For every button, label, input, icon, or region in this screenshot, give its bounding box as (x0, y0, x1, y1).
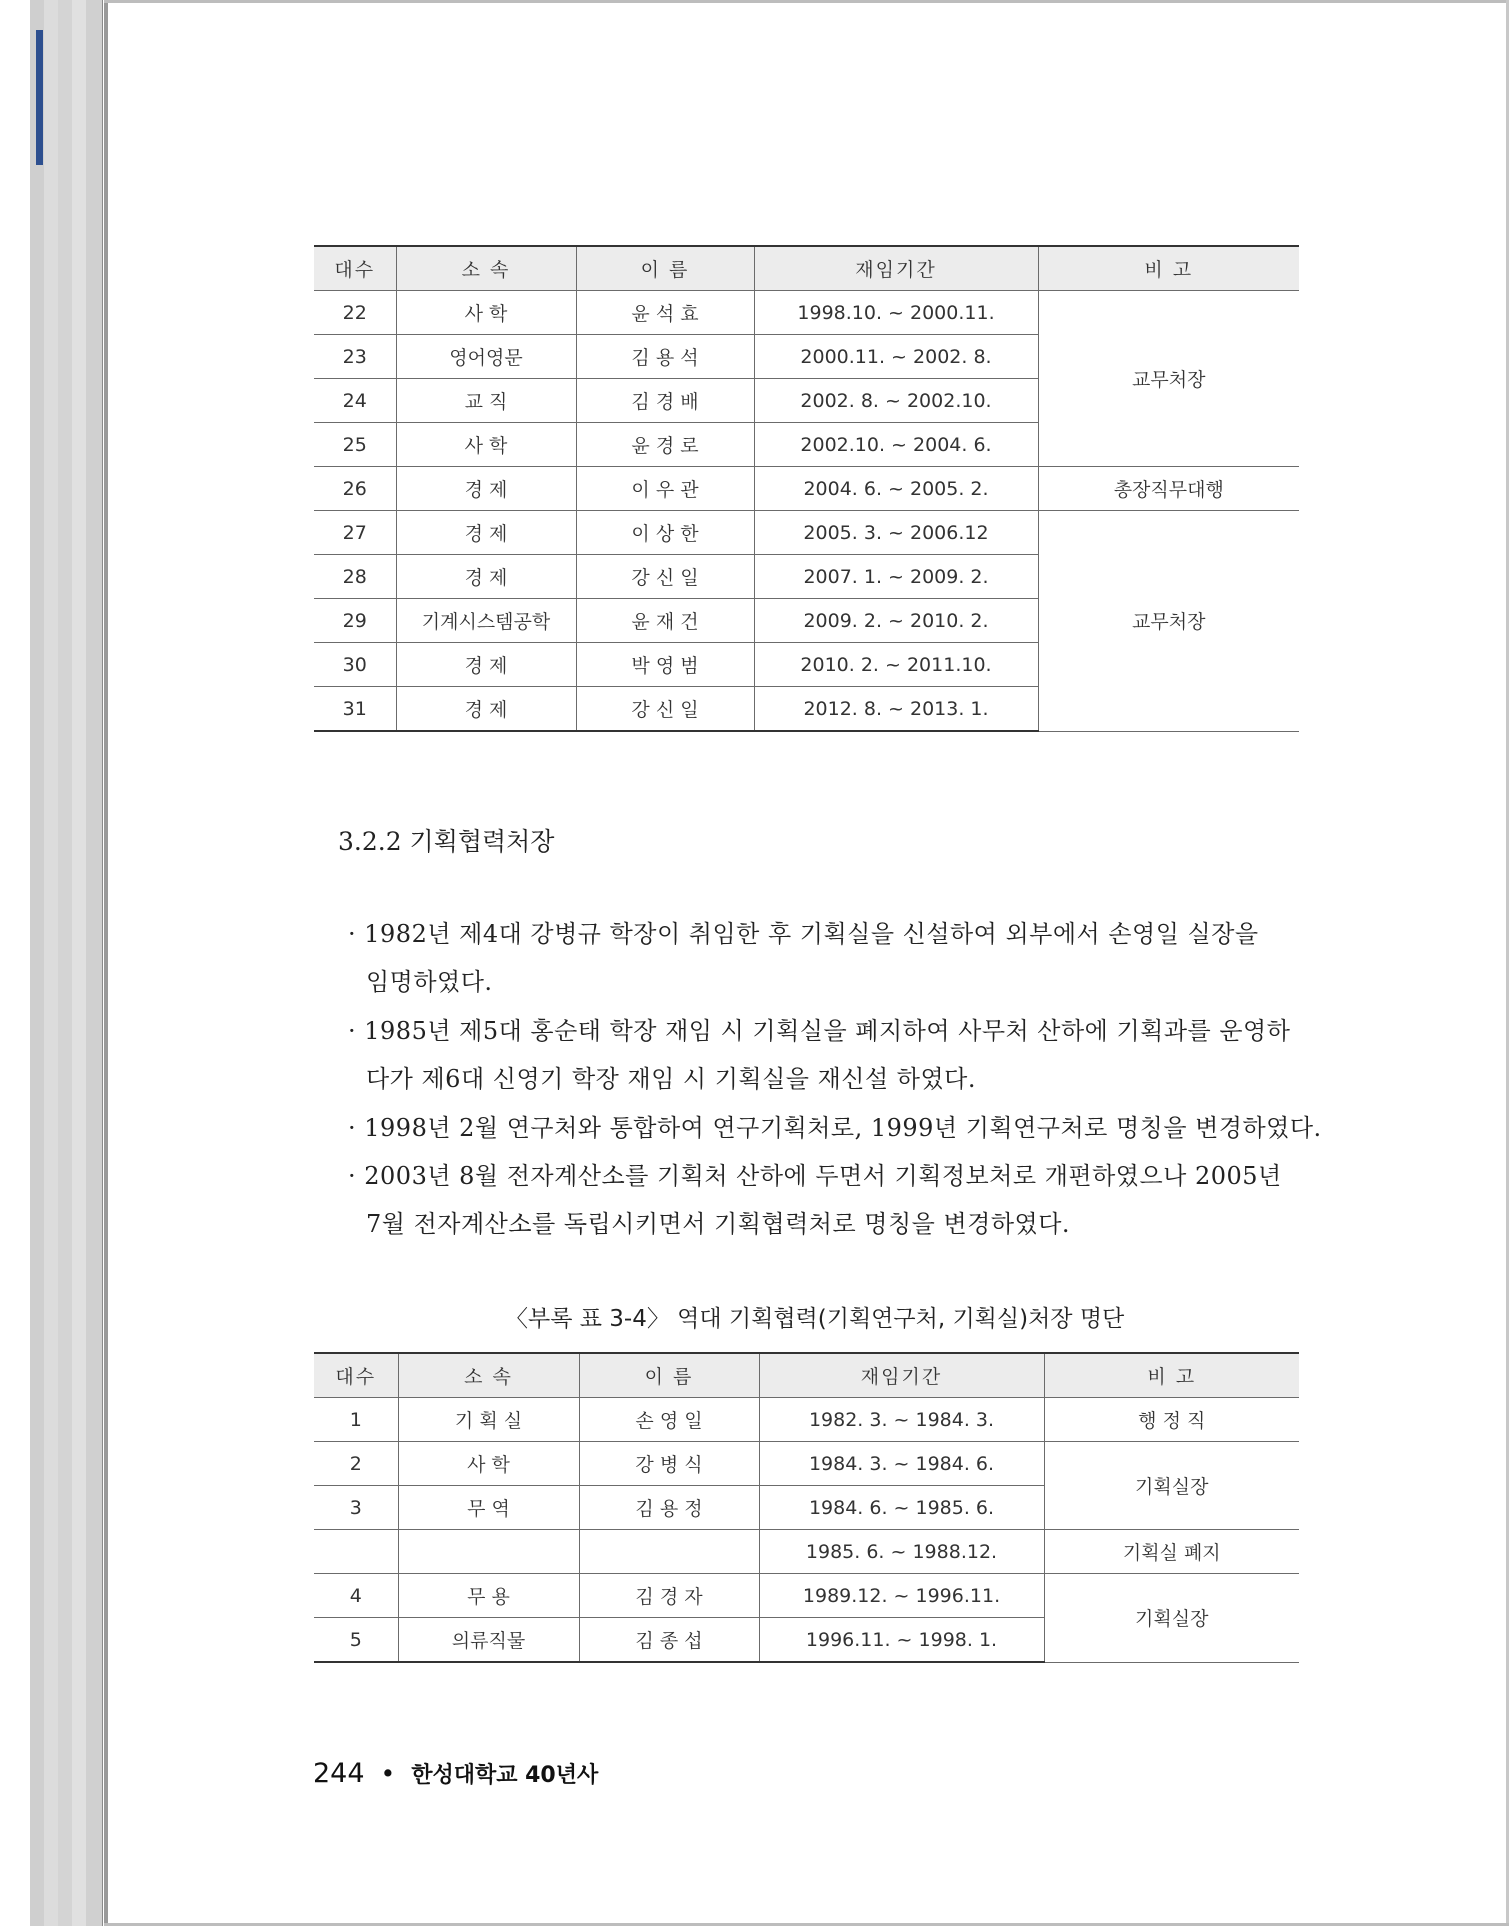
cell-term: 2010. 2. ~ 2011.10. (754, 643, 1038, 687)
cell-no: 25 (314, 423, 396, 467)
cell-dept: 의류직물 (398, 1618, 579, 1663)
paragraph-4 (348, 1152, 1300, 1248)
cell-name: 윤 경 로 (576, 423, 754, 467)
cell-term: 2007. 1. ~ 2009. 2. (754, 555, 1038, 599)
cell-term: 1996.11. ~ 1998. 1. (759, 1618, 1044, 1663)
cell-remark: 행 정 직 (1044, 1398, 1299, 1442)
cell-term: 2009. 2. ~ 2010. 2. (754, 599, 1038, 643)
cell-name: 김 경 자 (579, 1574, 759, 1618)
cell-name: 윤 석 효 (576, 291, 754, 335)
cell-dept: 사 학 (396, 423, 576, 467)
header-department: 소 속 (398, 1353, 579, 1398)
page-spine (104, 0, 108, 1926)
header-remark: 비 고 (1044, 1353, 1299, 1398)
cell-no: 4 (314, 1574, 398, 1618)
table-row (314, 467, 1299, 511)
paragraph-line: · 2003년 8월 전자계산소를 기획처 산하에 두면서 기획정보처로 개편하였으나 2005년 (348, 1162, 1282, 1190)
cell-name: 강 병 식 (579, 1442, 759, 1486)
table-header-row (314, 246, 1299, 291)
paragraph-line: · 1982년 제4대 강병규 학장이 취임한 후 기획실을 신설하여 외부에서 손영일 실장을 (348, 920, 1259, 948)
cell-name: 김 용 석 (576, 335, 754, 379)
cell-name: 김 종 섭 (579, 1618, 759, 1663)
cell-remark: 기획실장 (1044, 1442, 1299, 1530)
paragraph-2 (348, 1007, 1300, 1103)
cell-dept: 사 학 (398, 1442, 579, 1486)
table-row (314, 511, 1299, 555)
cell-term: 1984. 3. ~ 1984. 6. (759, 1442, 1044, 1486)
cell-no: 1 (314, 1398, 398, 1442)
cell-dept: 기계시스템공학 (396, 599, 576, 643)
cell-dept: 경 제 (396, 687, 576, 732)
cell-no: 5 (314, 1618, 398, 1663)
table-row (314, 1398, 1299, 1442)
page-number: 244 (313, 1758, 365, 1789)
cell-dept: 경 제 (396, 555, 576, 599)
table-row (314, 1530, 1299, 1574)
table-row (314, 1442, 1299, 1486)
cell-remark: 기획실 폐지 (1044, 1530, 1299, 1574)
cell-name: 이 상 한 (576, 511, 754, 555)
cell-no: 29 (314, 599, 396, 643)
cell-dept: 경 제 (396, 467, 576, 511)
cell-term: 1989.12. ~ 1996.11. (759, 1574, 1044, 1618)
cell-name: 이 우 관 (576, 467, 754, 511)
cell-dept: 교 직 (396, 379, 576, 423)
cell-term: 1982. 3. ~ 1984. 3. (759, 1398, 1044, 1442)
cell-name: 강 신 일 (576, 555, 754, 599)
cell-no: 3 (314, 1486, 398, 1530)
cell-dept: 무 용 (398, 1574, 579, 1618)
cell-name: 김 용 정 (579, 1486, 759, 1530)
cell-remark: 교무처장 (1038, 291, 1299, 467)
cell-term: 2002.10. ~ 2004. 6. (754, 423, 1038, 467)
paragraph-line: · 1985년 제5대 홍순태 학장 재임 시 기획실을 폐지하여 사무처 산하에 기획과를 운영하 (348, 1017, 1291, 1045)
cell-term: 1985. 6. ~ 1988.12. (759, 1530, 1044, 1574)
cell-dept: 영어영문 (396, 335, 576, 379)
table-row (314, 1574, 1299, 1618)
cell-dept: 사 학 (396, 291, 576, 335)
cell-no: 24 (314, 379, 396, 423)
cell-name: 손 영 일 (579, 1398, 759, 1442)
cell-name: 강 신 일 (576, 687, 754, 732)
cell-no: 23 (314, 335, 396, 379)
header-name: 이 름 (576, 246, 754, 291)
cell-no (314, 1530, 398, 1574)
paragraph-1 (348, 910, 1300, 1006)
table-kyomu-directors (314, 245, 1299, 732)
cell-name: 김 경 배 (576, 379, 754, 423)
cell-dept (398, 1530, 579, 1574)
cell-name: 박 영 범 (576, 643, 754, 687)
cell-remark: 교무처장 (1038, 511, 1299, 732)
cell-term: 2005. 3. ~ 2006.12 (754, 511, 1038, 555)
page-top-edge (104, 0, 1509, 3)
cell-name (579, 1530, 759, 1574)
cell-no: 2 (314, 1442, 398, 1486)
cell-term: 2002. 8. ~ 2002.10. (754, 379, 1038, 423)
paragraph-line: · 1998년 2월 연구처와 통합하여 연구기획처로, 1999년 기획연구처로 명칭을 변경하였다. (348, 1114, 1322, 1142)
cell-remark: 총장직무대행 (1038, 467, 1299, 511)
cell-no: 26 (314, 467, 396, 511)
page-footer (313, 1758, 598, 1789)
table-row (314, 291, 1299, 335)
cell-dept: 경 제 (396, 511, 576, 555)
cell-remark: 기획실장 (1044, 1574, 1299, 1663)
book-title: 한성대학교 40년사 (411, 1763, 599, 1788)
cell-term: 2012. 8. ~ 2013. 1. (754, 687, 1038, 732)
caption-text: 〈부록 표 3-4〉 역대 기획협력(기획연구처, 기획실)처장 명단 (505, 1306, 1125, 1332)
cell-term: 1998.10. ~ 2000.11. (754, 291, 1038, 335)
paragraph-line: 임명하였다. (366, 968, 493, 996)
cell-no: 27 (314, 511, 396, 555)
header-generation: 대수 (314, 1353, 398, 1398)
paragraph-line: 다가 제6대 신영기 학장 재임 시 기획실을 재신설 하였다. (366, 1065, 976, 1093)
table-caption (0, 1300, 1509, 1333)
header-term: 재임기간 (759, 1353, 1044, 1398)
section-title: 3.2.2 기획협력처장 (338, 827, 555, 856)
header-name: 이 름 (579, 1353, 759, 1398)
cell-dept: 경 제 (396, 643, 576, 687)
table-header-row (314, 1353, 1299, 1398)
bookmark-ribbon (36, 30, 43, 165)
cell-no: 28 (314, 555, 396, 599)
paragraph-line: 7월 전자계산소를 독립시키면서 기획협력처로 명칭을 변경하였다. (366, 1210, 1071, 1238)
footer-separator: • (380, 1759, 396, 1788)
cell-name: 윤 재 건 (576, 599, 754, 643)
header-department: 소 속 (396, 246, 576, 291)
cell-term: 2000.11. ~ 2002. 8. (754, 335, 1038, 379)
cell-no: 31 (314, 687, 396, 732)
cell-no: 30 (314, 643, 396, 687)
book-page-edges (0, 0, 110, 1926)
header-term: 재임기간 (754, 246, 1038, 291)
header-generation: 대수 (314, 246, 396, 291)
table-planning-directors (314, 1352, 1299, 1663)
cell-dept: 무 역 (398, 1486, 579, 1530)
header-remark: 비 고 (1038, 246, 1299, 291)
cell-no: 22 (314, 291, 396, 335)
cell-term: 1984. 6. ~ 1985. 6. (759, 1486, 1044, 1530)
paragraph-3 (348, 1104, 1322, 1152)
cell-dept: 기 획 실 (398, 1398, 579, 1442)
cell-term: 2004. 6. ~ 2005. 2. (754, 467, 1038, 511)
